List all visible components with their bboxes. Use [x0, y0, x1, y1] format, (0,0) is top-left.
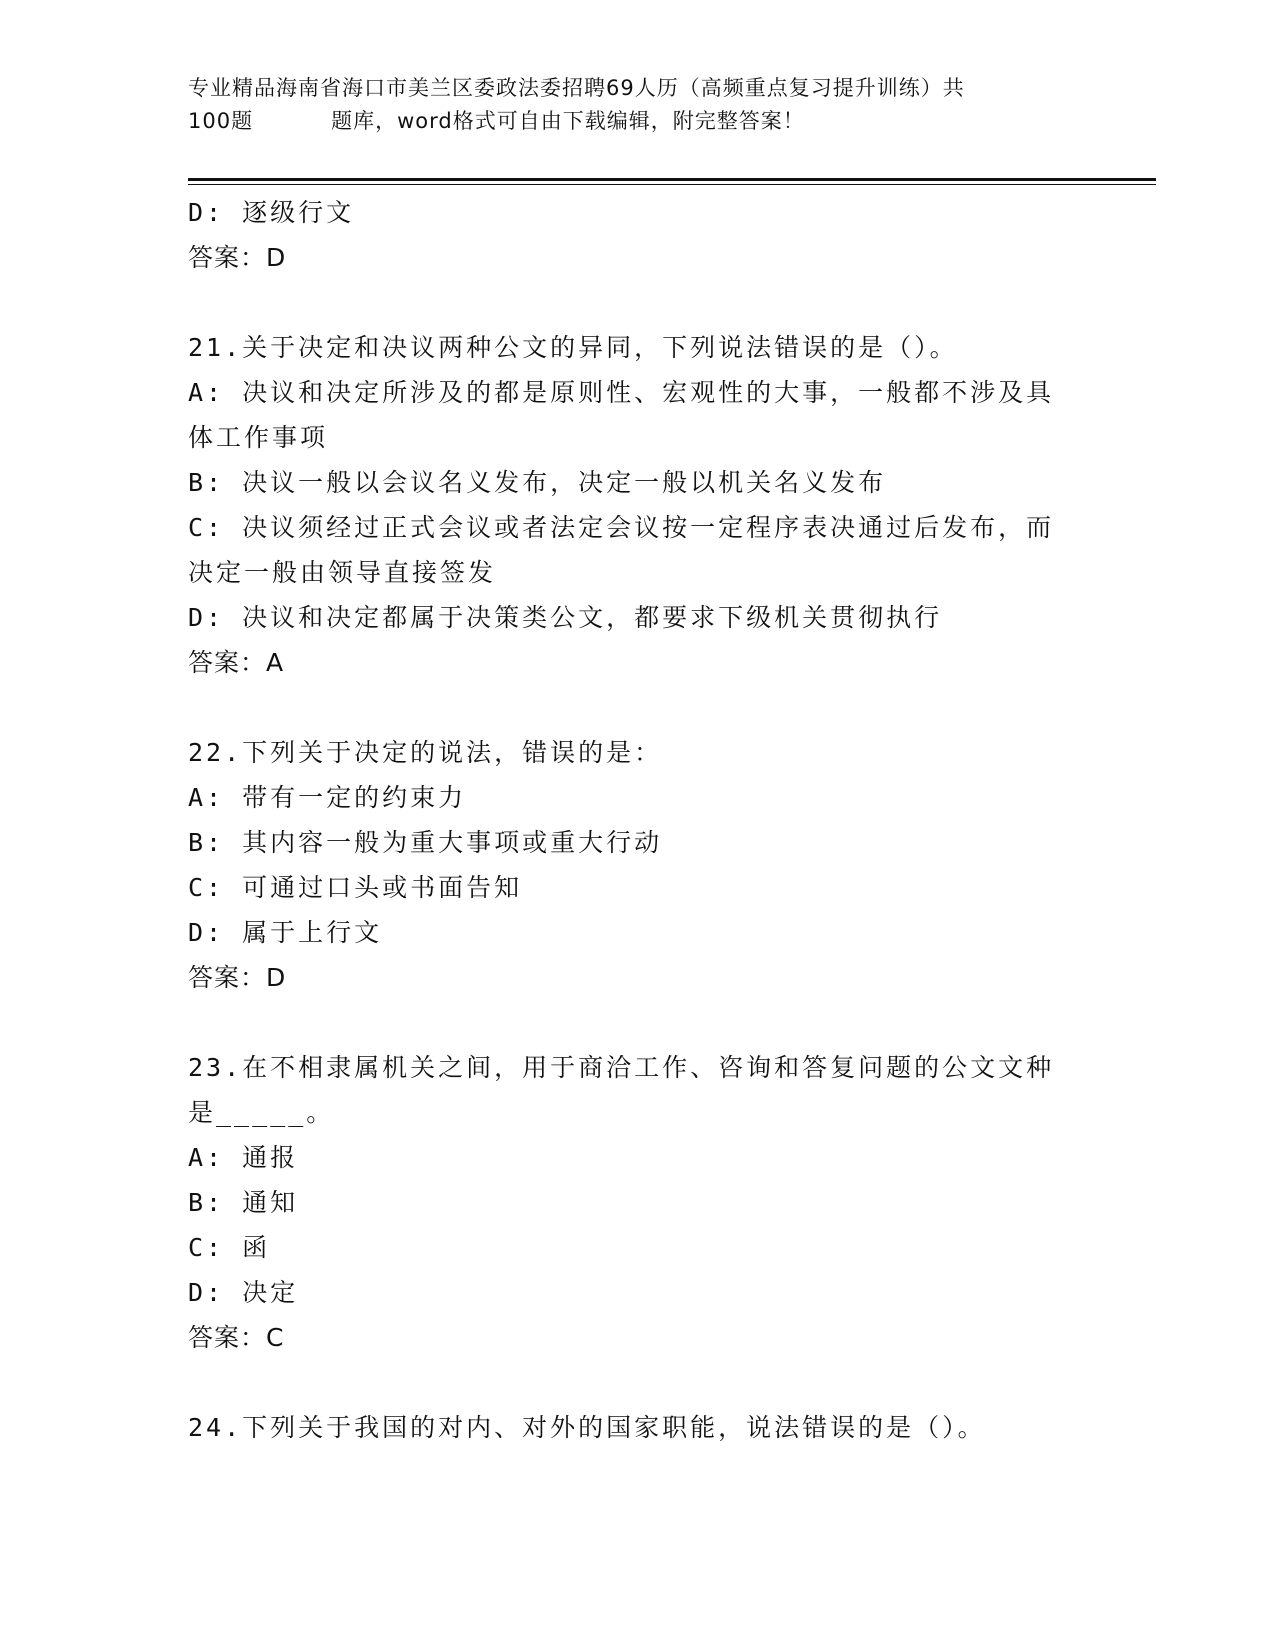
option-c: C: 决议须经过正式会议或者法定会议按一定程序表决通过后发布，而	[188, 513, 1055, 542]
option-b: B: 其内容一般为重大事项或重大行动	[188, 828, 663, 857]
option-b: B: 通知	[188, 1188, 299, 1217]
question-stem-continued: 是_____。	[188, 1098, 335, 1127]
option-a: A: 带有一定的约束力	[188, 783, 467, 812]
question-stem: 22.下列关于决定的说法，错误的是：	[188, 738, 663, 767]
header-title-line1: 专业精品海南省海口市美兰区委政法委招聘69人历（高频重点复习提升训练）共	[188, 76, 965, 100]
option-c-continued: 决定一般由领导直接签发	[188, 558, 497, 587]
answer: 答案：D	[188, 963, 287, 992]
answer: 答案：C	[188, 1323, 285, 1352]
option-d: D: 决定	[188, 1278, 299, 1307]
document-body	[188, 190, 1088, 1450]
header-divider-thick	[188, 178, 1156, 181]
answer: 答案：A	[188, 648, 285, 677]
question-stem: 23.在不相隶属机关之间，用于商洽工作、咨询和答复问题的公文文种	[188, 1053, 1055, 1082]
question-stem: 24.下列关于我国的对内、对外的国家职能，说法错误的是（）。	[188, 1413, 986, 1442]
option-c: C: 可通过口头或书面告知	[188, 873, 523, 902]
question-24	[188, 1405, 1088, 1450]
question-21	[188, 325, 1088, 685]
option-c: C: 函	[188, 1233, 271, 1262]
question-23	[188, 1045, 1088, 1360]
option-b: B: 决议一般以会议名义发布，决定一般以机关名义发布	[188, 468, 887, 497]
document-header	[188, 72, 1088, 138]
option-a-continued: 体工作事项	[188, 423, 329, 452]
header-question-count: 100题	[188, 109, 254, 133]
question-stem: 21.关于决定和决议两种公文的异同，下列说法错误的是（）。	[188, 333, 958, 362]
question-22	[188, 730, 1088, 1000]
header-description: 题库，word格式可自由下载编辑，附完整答案！	[331, 109, 805, 133]
option-d: D: 属于上行文	[188, 918, 383, 947]
option-a: A: 通报	[188, 1143, 299, 1172]
header-title-line2	[188, 105, 1088, 138]
option-a: A: 决议和决定所涉及的都是原则性、宏观性的大事，一般都不涉及具	[188, 378, 1055, 407]
option-d: D: 逐级行文	[188, 198, 355, 227]
header-divider-thin	[188, 184, 1156, 185]
option-d: D: 决议和决定都属于决策类公文，都要求下级机关贯彻执行	[188, 603, 943, 632]
question-20-tail	[188, 190, 1088, 280]
answer: 答案：D	[188, 243, 287, 272]
